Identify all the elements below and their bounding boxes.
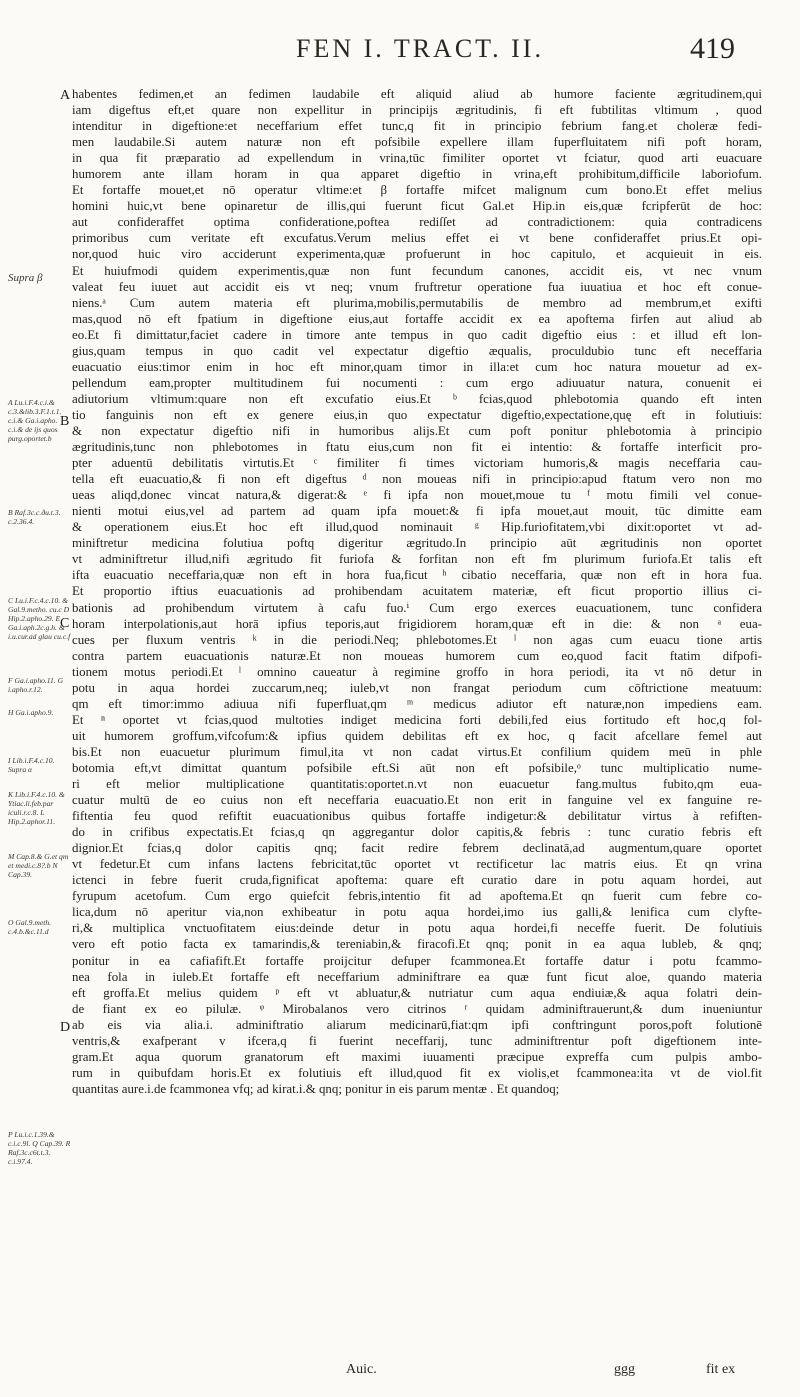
- text-line: cues per fluxum ventris ᵏ in die periodi.Neq; phlebotomes.Et ˡ non agas cum euacu tione artis: [72, 632, 762, 647]
- text-line: qm eft timor:immo adiuua nifi fuperfluat,qm ᵐ medicus adiutor eft naturæ,non impediens eam.: [72, 696, 762, 711]
- text-line: niens.ᵃ Cum autem materia eft plurima,mobilis,permutabilis de membro ad membrum,et exifti: [72, 295, 762, 310]
- page-number: 419: [690, 32, 735, 65]
- text-line: lica,dum nō aperitur via,non exhibeatur in potu aqua hordei,imo ius galli,& lenifica cum clyfte-: [72, 905, 762, 920]
- margin-note: B Raf.3c.c.ðu.t.3. c.2.36.4.: [8, 508, 61, 526]
- margin-note: O Gal.9.meth. c.4.b.&c.11.d: [8, 918, 52, 936]
- margin-note: K Lib.i.F.4.c.10. & Ytiac.li.feb.par iculi.r.c.8. L Hip.2.aphor.11.: [8, 790, 65, 826]
- text-line: nor,quod huic viro acciderunt experimenta,quæ profuerunt in hoc capitulo, et acquieuit in eis.: [72, 247, 762, 262]
- text-line: ictenci in febre fuerit cruda,fignificat apoftema: quare eft curatio dare in potu aquam hordei, aut: [72, 873, 762, 888]
- text-line: primoribus cum veritate eft excufatus.Verum melius effet ei vt bene confideraffet prius.Et opi-: [72, 231, 762, 246]
- margin-note: F Ga.i.apho.11. G i.apho.r.12.: [8, 676, 64, 694]
- margin-note: C Lu.i.F.c.4.c.10. & Gal.9.metho. cu.c D Hip.2.apho.29. E Ga.i.aph.2c.g.h. & i.u.cur.ad glau cu.c.f: [8, 596, 71, 641]
- text-line: & non expectatur digeftio nifi in humoribus alijs.Et cum poft ponitur phlebotomia à principio: [72, 423, 762, 438]
- text-line: ab eis via alia.i. adminiftratio aliarum medicinarū,fiat:qm ipfi conftringunt poros,poft folutionē: [72, 1017, 762, 1032]
- text-line: cuatur multū de eo cuius non eft neceffaria euacuatio.Et non erit in fanguine vel ex fanguine re-: [72, 793, 762, 808]
- margin-note: P Lu.i.c.1.39.& c.i.c.9l. Q Cap.39. R Raf.3c.c6t.t.3. c.i.97.4.: [8, 1130, 71, 1166]
- text-line: vero eft potio facta ex tamarindis,& tereniabin,& firacofi.Et qnq; ponit in ea aqua lubleb, & qnq;: [72, 937, 762, 952]
- text-line: ueas aliqd,donec vincat natura,& digerat:& ᵉ fi ipfa non mouet,moue tu ᶠ motu fimili vel conue-: [72, 488, 762, 503]
- text-line: ægritudinis,tunc non phlebotomes in ftatu eius,cum non fit ei intentio: & fortaffe interficit pro-: [72, 440, 762, 455]
- text-line: Et fortaffe mouet,et nō operatur vltime:et β fortaffe mifcet malignum cum bono.Et effet melius: [72, 183, 762, 198]
- text-line: ri eft melior multiplicatione quantitatis:oportet.n.vt non euacuetur fang.multus fubito,qm eua-: [72, 777, 762, 792]
- section-letter: C: [60, 616, 70, 631]
- text-line: dignior.Et fcias,q dolor capitis qnq; facit redire febrem declinatā,ad augmentum,quare oportet: [72, 841, 762, 856]
- text-line: nienti motui eius,vel ad partem ad quam ipfa mouet:& fi ipfa mouet,aut mouit, tūc dimitte eam: [72, 504, 762, 519]
- text-line: ri,& multiplica vnctuofitatem eius:deinde detur in potu aqua hordei,fi neceffe fuerit. De folutiuis: [72, 921, 762, 936]
- text-line: euacuatio eius:timor enim in hoc eft minor,quam timor in illa:et cum hoc natura mouetur ad ex-: [72, 359, 762, 374]
- text-line: rum in quibufdam horis.Et ex folutiuis eft illud,quod fit ex violis,et fcammonea:ita vt de viol.fit: [72, 1065, 762, 1080]
- margin-note: A Lu.i.F.4.c.i.& c.3.&lib.3.F.1.t.1. c.i.& Ga.i.apho. c.i.& de ijs quos purg.oportet.b: [8, 398, 62, 443]
- margin-note: Supra β: [8, 272, 43, 284]
- text-line: tionem motus periodi.Et ˡ omnino caueatur à regimine groffo in hora periodi, ita vt nō detur in: [72, 664, 762, 679]
- text-line: men laudabile.Si autem naturæ non eft pofsibile expellere illam fuperfluitatem nifi poft horam,: [72, 135, 762, 150]
- text-line: intenditur in digeftione:et neceffarium effet tunc,q fit in principio febrium fang.et choleræ fedi-: [72, 119, 762, 134]
- text-line: quantitas aure.i.de fcammonea vfq; ad kirat.i.& qnq; ponitur in eis parum mentæ . Et quandoq;: [72, 1081, 560, 1096]
- text-line: habentes fedimen,et an fedimen laudabile eft aliquid aliud ab humore faciente ægritudinem,qui: [72, 87, 762, 101]
- margin-note: H Ga.i.apho.9.: [8, 708, 54, 717]
- running-head: FEN I. TRACT. II.: [296, 34, 544, 63]
- margin-note: I Lib.i.F.4.c.10. Supra α: [8, 756, 55, 774]
- text-line: bis.Et non euacuetur plurimum fimul,ita vt non cadat virtus.Et confilium quidem meū in phle: [72, 744, 762, 759]
- text-line: bationis ad prohibendum virtutem à cafu fuo.ⁱ Cum ergo exerces euacuationem, tunc confidera: [72, 600, 762, 615]
- main-text-block: [72, 86, 762, 1097]
- text-line: gius,quam tempus in quo cadit vel expectatur digeftio æqualis, proculdubio tunc eft neceffaria: [72, 343, 762, 358]
- text-line: homini huic,vt bene opinaretur de illis,qui fuerunt ficut Gal.et Hip.in eis,quæ fcripferūt de hoc:: [72, 199, 762, 214]
- text-line: mas,quod nō eft fpatium in digeftione eius,aut fortaffe accidit ex ea apoftema firfen aut aliud ab: [72, 311, 762, 326]
- text-line: uit humorem groffum,vifcofum:& ipfius quidem debilitas eft ex hoc, q facit afcellare femel aut: [72, 728, 762, 743]
- text-line: humorem ante illam horam in qua apparet digeftio in vrina,eft prohibitum,difficile laboriofum.: [72, 167, 762, 182]
- text-line: vt fedetur.Et cum infans lactens febricitat,tūc oportet vt rectificetur lac matris eius. Et qn vrina: [72, 857, 762, 872]
- text-line: tio fanguinis non eft ex genere eius,in quo expectatur digeftio,expectatione,quę eft in folutiuis:: [72, 407, 762, 422]
- gathering-signature: ggg: [614, 1362, 635, 1377]
- text-line: fyrupum acetofum. Cum ergo quiefcit febris,intentio fit ad apoftema.Et qn fuerit cum febre co-: [72, 889, 762, 904]
- text-line: horam interpolationis,aut horā ipfius teporis,aut frigidiorem horam,quæ eft in die: & non ᵃ eua-: [72, 616, 762, 631]
- text-line: vt adminiftretur illud,nifi ægritudo fit furiofa & forfitan non eft fm plurimum furiofa.Et talis eft: [72, 552, 762, 567]
- section-letter: B: [60, 414, 70, 429]
- text-line: ventris,& exafperant v ifcera,q fi fuerint neceffarij, tunc adminiftrentur poft digeftionem inte-: [72, 1033, 762, 1048]
- text-line: aut confideraffet optima confideratione,poftea rediſſet ad contradictionem: quia contradicens: [72, 215, 762, 230]
- text-line: contra partem euacuationis naturæ.Et non moueas humorem cum eo,quod facit ftatim difpofi-: [72, 648, 762, 663]
- text-line: pter aduentū debilitatis virtutis.Et ᶜ fimiliter fi times victoriam humoris,& magis neceffaria cau-: [72, 456, 762, 471]
- text-line: Et huiufmodi quidem experimentis,quæ non funt fecundum canones, accidit eis, vt nec vnum: [72, 263, 762, 278]
- next-page-catchword: fit ex: [706, 1362, 736, 1377]
- text-line: nea fola in iuleb.Et fortaffe eft neceffarium adminiftrare ea quæ funt ficut aloe, quando materia: [72, 969, 762, 984]
- text-line: ifta euacuatio neceffaria,quæ non eft in hora fua,ficut ʰ cibatio neceffaria, quæ non eft in hora fua.: [72, 568, 762, 583]
- text-line: de fiant ex eo pilulæ. ᵠ Mirobalanos vero citrinos ʳ quidam adminiftrauerunt,& dum inueniuntur: [72, 1001, 762, 1016]
- text-line: pellendum eam,propter multitudinem fui nocumenti : cum ergo adiuuatur natura, conuenit ei: [72, 375, 762, 390]
- catchword: Auic.: [346, 1362, 377, 1377]
- text-line: tella eft euacuatio,& fi non eft digeftus ᵈ non moueas nifi in principio:apud ftatum vero non mo: [72, 472, 762, 487]
- section-letter: D: [60, 1020, 71, 1035]
- text-line: valeat feu iuuet aut accidit eis vt neq; vnum fruftretur operatione fua iuuatiua et hoc eft conue-: [72, 279, 762, 294]
- text-line: eo.Et fi dimittatur,faciet cadere in timore ante tempus in quo cadit digeftio eius : et illud eft lon-: [72, 327, 762, 342]
- text-line: fiftentia feu quod refiftit euacuationibus quibus fortaffe indigetur:& debilitatur virtus à refiften-: [72, 809, 762, 824]
- text-line: Et proportio iftius euacuationis ad prohibendam acuitatem materiæ, eft ficut proportio illius ci-: [72, 584, 762, 599]
- text-line: miniftretur medicina folutiua poftq digeritur ægritudo.In principio aūt ægritudinis non oportet: [72, 536, 762, 551]
- text-line: adiutorium vltimum:quare non eft excufatio eius.Et ᵇ fcias,quod phlebotomia quando eft inten: [72, 391, 762, 406]
- text-line: & operationem eius.Et hoc eft illud,quod nominauit ᵍ Hip.furiofitatem,vbi dixit:oportet vt ad-: [72, 520, 762, 535]
- margin-note: M Cap.8.& G.et qm et medi.c.8?.b N Cap.39.: [8, 852, 69, 879]
- text-line: gram.Et aqua quorum granatorum eft maximi iuuamenti præcipue expreffa cum pulpis ambo-: [72, 1049, 762, 1064]
- text-line: do in crifibus expectatis.Et fcias,q qn aggregantur dolor capitis,& febris : tunc curatio febris eft: [72, 825, 762, 840]
- text-line: Et ⁿ oportet vt fcias,quod multoties indiget medicina forti debili,fed eius fortitudo eft hoc,q fol-: [72, 712, 762, 727]
- page-header: [0, 14, 800, 74]
- footer-catchline: [0, 1362, 800, 1386]
- section-letter: A: [60, 88, 71, 103]
- text-line: ponitur in ea cafiafift.Et fortaffe proijcitur defuper fcammonea.Et fortaffe datur i potu fcammo-: [72, 953, 762, 968]
- text-line: in qua fit præparatio ad expellendum in vrina,tūc fimiliter oportet vt fciatur, quod arti euacuare: [72, 151, 762, 166]
- text-line: botomia eft,vt dimittat quantum pofsibile eft.Si aūt non eft pofsibile,ᵒ tunc multiplicatio nume-: [72, 760, 762, 775]
- text-line: eft groffa.Et melius quidem ᵖ eft vt abluatur,& nutriatur cum aqua endiuiæ,& aqua folatri dein-: [72, 985, 762, 1000]
- text-line: iam digeftus eft,et quare non expellitur in principijs ægritudinis, fi eft fubtilitas vltimum , quod: [72, 103, 762, 118]
- text-line: potu in aqua hordei zuccarum,neq; iuleb,vt non frangat periodum cum cōftrictione meatuum:: [72, 680, 762, 695]
